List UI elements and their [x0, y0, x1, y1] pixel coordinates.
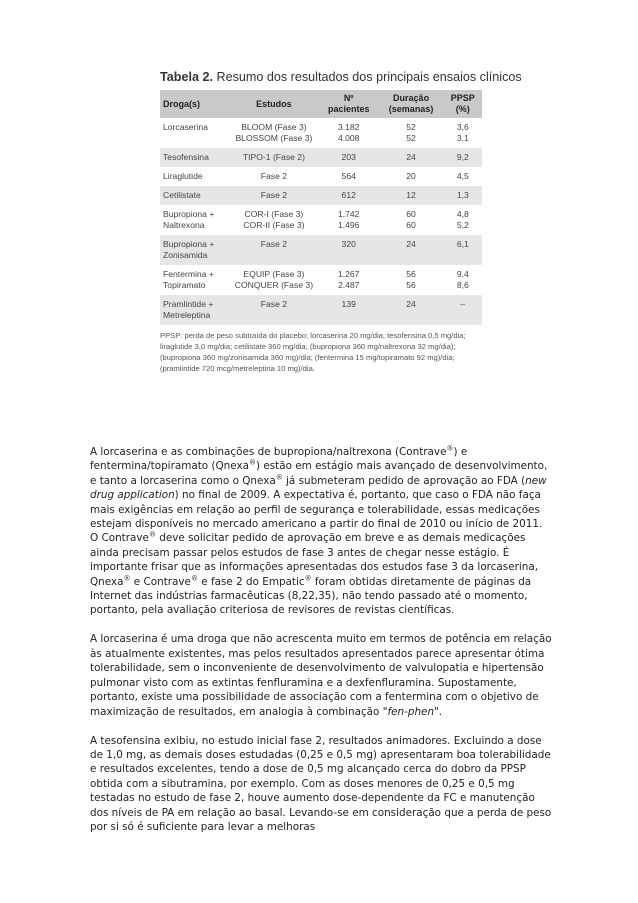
registered-mark: ® [446, 444, 454, 453]
registered-mark: ® [248, 458, 256, 467]
cell-patients [319, 295, 379, 325]
cell-line: 5,2 [456, 220, 469, 230]
cell-duration [379, 148, 444, 167]
text-run: e fase 2 do Empatic [197, 575, 305, 588]
table-row [160, 118, 482, 148]
header-patients-line2: pacientes [327, 104, 370, 114]
cell-line: COR-II (Fase 3) [243, 220, 305, 230]
cell-line: 56 [406, 280, 416, 290]
cell-line: Tesofensina [163, 152, 209, 162]
cell-studies [229, 148, 319, 167]
results-table [160, 90, 482, 325]
cell-patients [319, 235, 379, 265]
text-run: ) e fentermina/topiramato (Qnexa [90, 446, 468, 473]
registered-mark: ® [148, 530, 156, 539]
cell-psp [444, 265, 482, 295]
cell-line: 52 [406, 122, 416, 132]
cell-line: Bupropiona + [163, 209, 215, 219]
cell-studies [229, 265, 319, 295]
cell-line: Fase 2 [260, 171, 288, 181]
cell-line: Metreleptina [163, 310, 211, 320]
paragraph-3 [90, 734, 552, 835]
cell-line: 9,4 [456, 269, 469, 279]
cell-line: Fase 2 [260, 190, 288, 200]
cell-duration [379, 235, 444, 265]
cell-line: 20 [406, 171, 416, 181]
cell-line: COR-I (Fase 3) [244, 209, 304, 219]
cell-drug [160, 295, 229, 325]
cell-psp [444, 118, 482, 148]
cell-line: Zonisamida [163, 250, 208, 260]
cell-psp [444, 186, 482, 205]
cell-line: – [460, 299, 466, 309]
body-text [90, 445, 552, 849]
cell-line: 3.182 [337, 122, 360, 132]
cell-line: 60 [406, 209, 416, 219]
table-row [160, 205, 482, 235]
cell-line: Cetilistate [163, 190, 201, 200]
text-run: A lorcaserina é uma droga que não acrescenta muito em termos de potência em relação às atualmente existentes, mas pelos resultados apresentados parece apresentar ótima tolerabilidade, sem o inconveniente de desenvolvimento de valvulopatia e hipertensão pulmonar visto com as extintas fenfluramina e a dexfenfluramina. Supostamente, portanto, existe uma possibilidade de associação com a fentermina com o objetivo de maximização de resultados, em analogia à combinação " [90, 633, 552, 718]
header-duration-line1: Duração [393, 93, 430, 103]
cell-line: 12 [406, 190, 416, 200]
cell-drug [160, 167, 229, 186]
cell-patients [319, 118, 379, 148]
table-header-row [160, 90, 482, 118]
table-row [160, 295, 482, 325]
cell-line: BLOOM (Fase 3) [241, 122, 307, 132]
cell-psp [444, 205, 482, 235]
cell-line: Lorcaserina [163, 122, 208, 132]
cell-line: 9,2 [456, 152, 469, 162]
cell-line: 320 [341, 239, 356, 249]
cell-line: 6,1 [456, 239, 469, 249]
table-row [160, 265, 482, 295]
cell-line: 1.742 [337, 209, 360, 219]
cell-line: TIPO-1 (Fase 2) [242, 152, 305, 162]
header-duration [379, 90, 444, 118]
cell-line: 612 [341, 190, 356, 200]
cell-patients [319, 148, 379, 167]
cell-line: Fase 2 [260, 239, 288, 249]
table-figure [160, 70, 522, 375]
cell-line: 24 [406, 239, 416, 249]
header-psp-line1: PPSP [450, 93, 475, 103]
text-run: A tesofensina exibiu, no estudo inicial fase 2, resultados animadores. Excluindo a dose de 1,0 mg, as demais doses estudadas (0,25 e 0,5 mg) apresentaram boa tolerabilidade e resultados excelentes, tendo a dose de 0,5 mg alcançado cerca do dobro da PPSP obtida com a sibutramina, por exemplo. Com as doses menores de 0,25 e 0,5 mg testadas no estudo de fase 2, houve aumento dose-dependente da FC e manutenção dos níveis de PA em relação ao basal. Levando-se em consideração que a perda de peso por si só é suficiente para levar a melhoras [90, 734, 552, 833]
cell-duration [379, 205, 444, 235]
table-body [160, 118, 482, 325]
italic-text: fen-phen [387, 705, 435, 718]
cell-studies [229, 167, 319, 186]
header-studies: Estudos [229, 90, 319, 118]
header-psp [444, 90, 482, 118]
text-run: ) no final de 2009. A expectativa é, portanto, que caso o FDA não faça mais exigências em relação ao perfil de segurança e tolerabilidade, essas medicações estejam disponíveis no mercado americano a partir do final de 2010 ou início de 2011. O Contrave [90, 489, 543, 545]
cell-line: 2.487 [337, 280, 360, 290]
table-row [160, 167, 482, 186]
cell-line: BLOSSOM (Fase 3) [235, 133, 313, 143]
header-patients-line1: Nº [343, 93, 354, 103]
cell-studies [229, 186, 319, 205]
header-duration-line2: (semanas) [388, 104, 434, 114]
cell-line: 203 [341, 152, 356, 162]
table-footnote: PPSP: perda de peso subtraída do placebo; lorcaserina 20 mg/dia; tesofensina 0,5 mg/dia; liraglutide 3,0 mg/dia; cetilistate 360 mg/dia; (bupropiona 360 mg/naltrexona 32 mg/dia); (bupropiona 360 mg/zonisamida 360 mg)/dia; (fentermina 15 mg/topiramato 92 mg)/dia; (pramlintide 720 mcg/metreleptina 10 mg)/dia. [160, 331, 466, 373]
cell-duration [379, 295, 444, 325]
cell-line: 139 [341, 299, 356, 309]
cell-duration [379, 265, 444, 295]
cell-drug [160, 265, 229, 295]
cell-line: 60 [406, 220, 416, 230]
cell-line: 3,1 [456, 133, 469, 143]
text-run: ". [434, 705, 443, 718]
cell-patients [319, 205, 379, 235]
table-title-text: Resumo dos resultados dos principais ensaios clínicos [212, 70, 522, 84]
cell-line: Fase 2 [260, 299, 288, 309]
italic-text: new drug application [90, 474, 547, 502]
cell-line: 8,6 [456, 280, 469, 290]
cell-line: Pramlintide + [163, 299, 214, 309]
cell-duration [379, 118, 444, 148]
cell-drug [160, 205, 229, 235]
cell-line: 1.496 [337, 220, 360, 230]
cell-duration [379, 186, 444, 205]
cell-patients [319, 167, 379, 186]
cell-studies [229, 295, 319, 325]
table-row [160, 235, 482, 265]
cell-line: 52 [406, 133, 416, 143]
cell-line: CONQUER (Fase 3) [234, 280, 314, 290]
paragraph-1 [90, 445, 552, 618]
cell-line: 3,6 [456, 122, 469, 132]
cell-psp [444, 148, 482, 167]
cell-line: Fentermina + [163, 269, 214, 279]
cell-line: 56 [406, 269, 416, 279]
cell-line: Topiramato [163, 280, 206, 290]
table-row [160, 186, 482, 205]
cell-line: 4,5 [456, 171, 469, 181]
cell-psp [444, 295, 482, 325]
cell-line: 1.267 [337, 269, 360, 279]
table-title-label: Tabela 2. [160, 70, 213, 84]
cell-drug [160, 148, 229, 167]
cell-patients [319, 265, 379, 295]
header-patients [319, 90, 379, 118]
cell-line: EQUIP (Fase 3) [243, 269, 305, 279]
cell-studies [229, 235, 319, 265]
cell-studies [229, 118, 319, 148]
cell-line: 4.008 [337, 133, 360, 143]
cell-line: Liraglutide [163, 171, 203, 181]
registered-mark: ® [304, 574, 312, 583]
cell-studies [229, 205, 319, 235]
cell-psp [444, 235, 482, 265]
cell-drug [160, 235, 229, 265]
cell-line: 564 [341, 171, 356, 181]
cell-line: 24 [406, 152, 416, 162]
registered-mark: ® [123, 574, 131, 583]
cell-line: 1,3 [456, 190, 469, 200]
registered-mark: ® [190, 574, 198, 583]
cell-drug [160, 186, 229, 205]
cell-psp [444, 167, 482, 186]
table-row [160, 148, 482, 167]
text-run: e Contrave [130, 575, 191, 588]
header-drug: Droga(s) [160, 90, 229, 118]
cell-line: Bupropiona + [163, 239, 215, 249]
text-run: deve solicitar pedido de aprovação em breve e as demais medicações ainda precisam passar pelos estudos de fase 3 antes de chegar nesse estágio. É importante frisar que as informações apresentadas dos estudos fase 3 da lorcaserina, Qnexa [90, 532, 539, 588]
table-title [160, 70, 522, 84]
cell-line: Naltrexona [163, 220, 205, 230]
paragraph-2 [90, 632, 552, 718]
header-psp-line2: (%) [455, 104, 470, 114]
cell-drug [160, 118, 229, 148]
cell-line: 24 [406, 299, 416, 309]
text-run: já submeteram pedido de aprovação ao FDA ( [282, 474, 526, 487]
cell-line: 4,8 [456, 209, 469, 219]
registered-mark: ® [275, 473, 283, 482]
cell-duration [379, 167, 444, 186]
cell-patients [319, 186, 379, 205]
text-run: ) estão em estágio mais avançado de desenvolvimento, e tanto a lorcaserina como o Qnexa [90, 460, 548, 487]
text-run: A lorcaserina e as combinações de bupropiona/naltrexona (Contrave [90, 446, 447, 458]
text-run: foram obtidas diretamente de páginas da Internet das indústrias farmacêuticas (8,22,35), não tendo passado até o momento, portanto, pela avaliação criteriosa de revisores de revistas científicas. [90, 575, 532, 617]
